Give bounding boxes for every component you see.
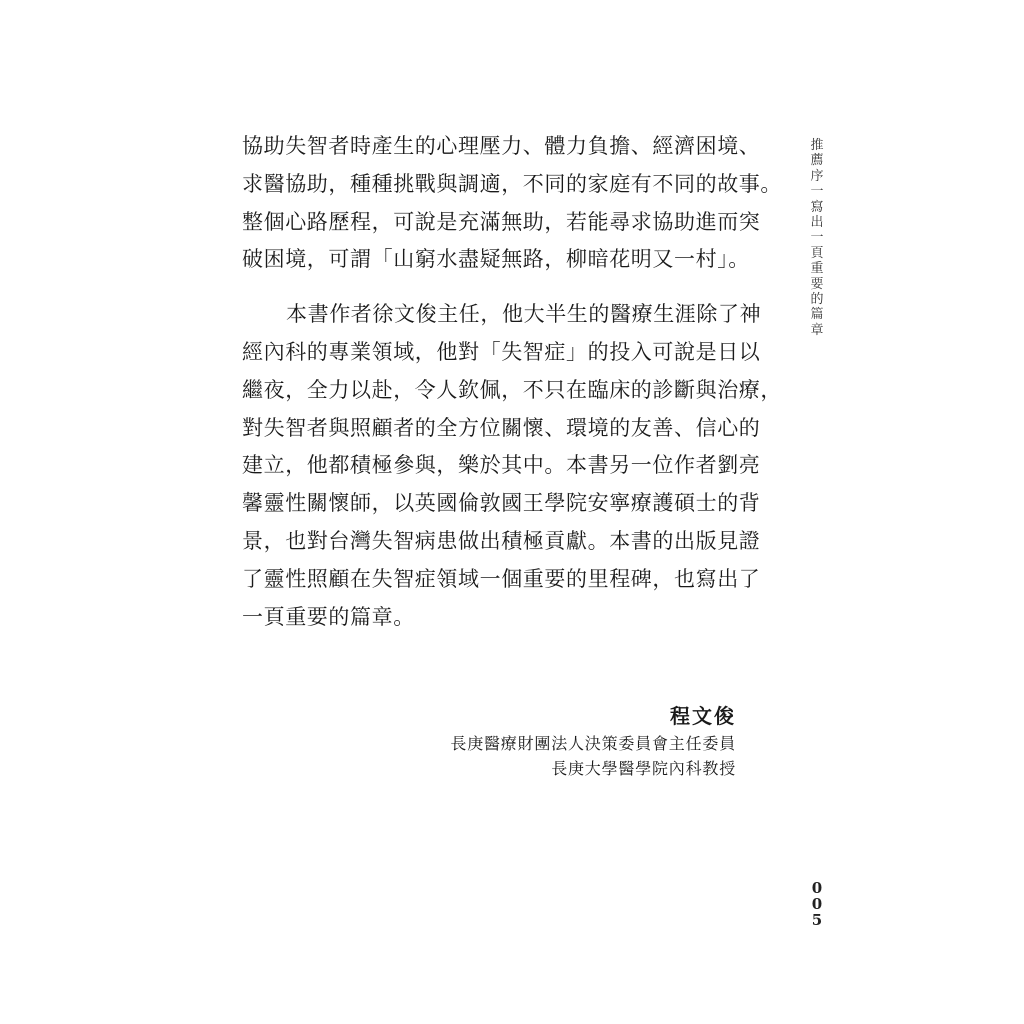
paragraph-2-line: 建立，他都積極參與，樂於其中。本書另一位作者劉亮 [242, 453, 761, 478]
body-text [242, 128, 782, 636]
paragraph-1-line: 求醫協助，種種挑戰與調適，不同的家庭有不同的故事。 [242, 171, 782, 196]
paragraph-1 [242, 128, 782, 279]
page-number: 005 [811, 879, 823, 929]
paragraph-1-line: 整個心路歷程，可說是充滿無助，若能尋求協助進而突 [242, 209, 761, 234]
paragraph-1-line: 協助失智者時產生的心理壓力、體力負擔、經濟困境、 [242, 134, 761, 158]
paragraph-2-line: 一頁重要的篇章。 [242, 604, 415, 629]
paragraph-2-line: 馨靈性關懷師，以英國倫敦國王學院安寧療護碩士的背 [242, 491, 761, 516]
paragraph-2-line: 繼夜，全力以赴，令人欽佩，不只在臨床的診斷與治療， [242, 377, 782, 402]
running-head: 推薦序一 寫出一頁重要的篇章 [810, 138, 837, 338]
paragraph-2-line: 經內科的專業領域，他對「失智症」的投入可說是日以 [242, 339, 761, 364]
paragraph-2-line: 對失智者與照顧者的全方位關懷、環境的友善、信心的 [242, 415, 761, 440]
paragraph-2-line: 景，也對台灣失智病患做出積極貢獻。本書的出版見證 [242, 528, 761, 553]
paragraph-1-line: 破困境，可謂「山窮水盡疑無路，柳暗花明又一村」。 [242, 247, 750, 272]
paragraph-2-line: 了靈性照顧在失智症領域一個重要的里程碑，也寫出了 [242, 566, 761, 591]
author-title-1: 長庚醫療財團法人決策委員會主任委員 [450, 734, 736, 753]
paragraph-2-line: 本書作者徐文俊主任，他大半生的醫療生涯除了神 [286, 302, 762, 327]
author-title-2: 長庚大學醫學院內科教授 [551, 759, 736, 778]
paragraph-2 [242, 296, 782, 636]
signature-block [450, 701, 736, 781]
author-name: 程文俊 [670, 704, 736, 728]
